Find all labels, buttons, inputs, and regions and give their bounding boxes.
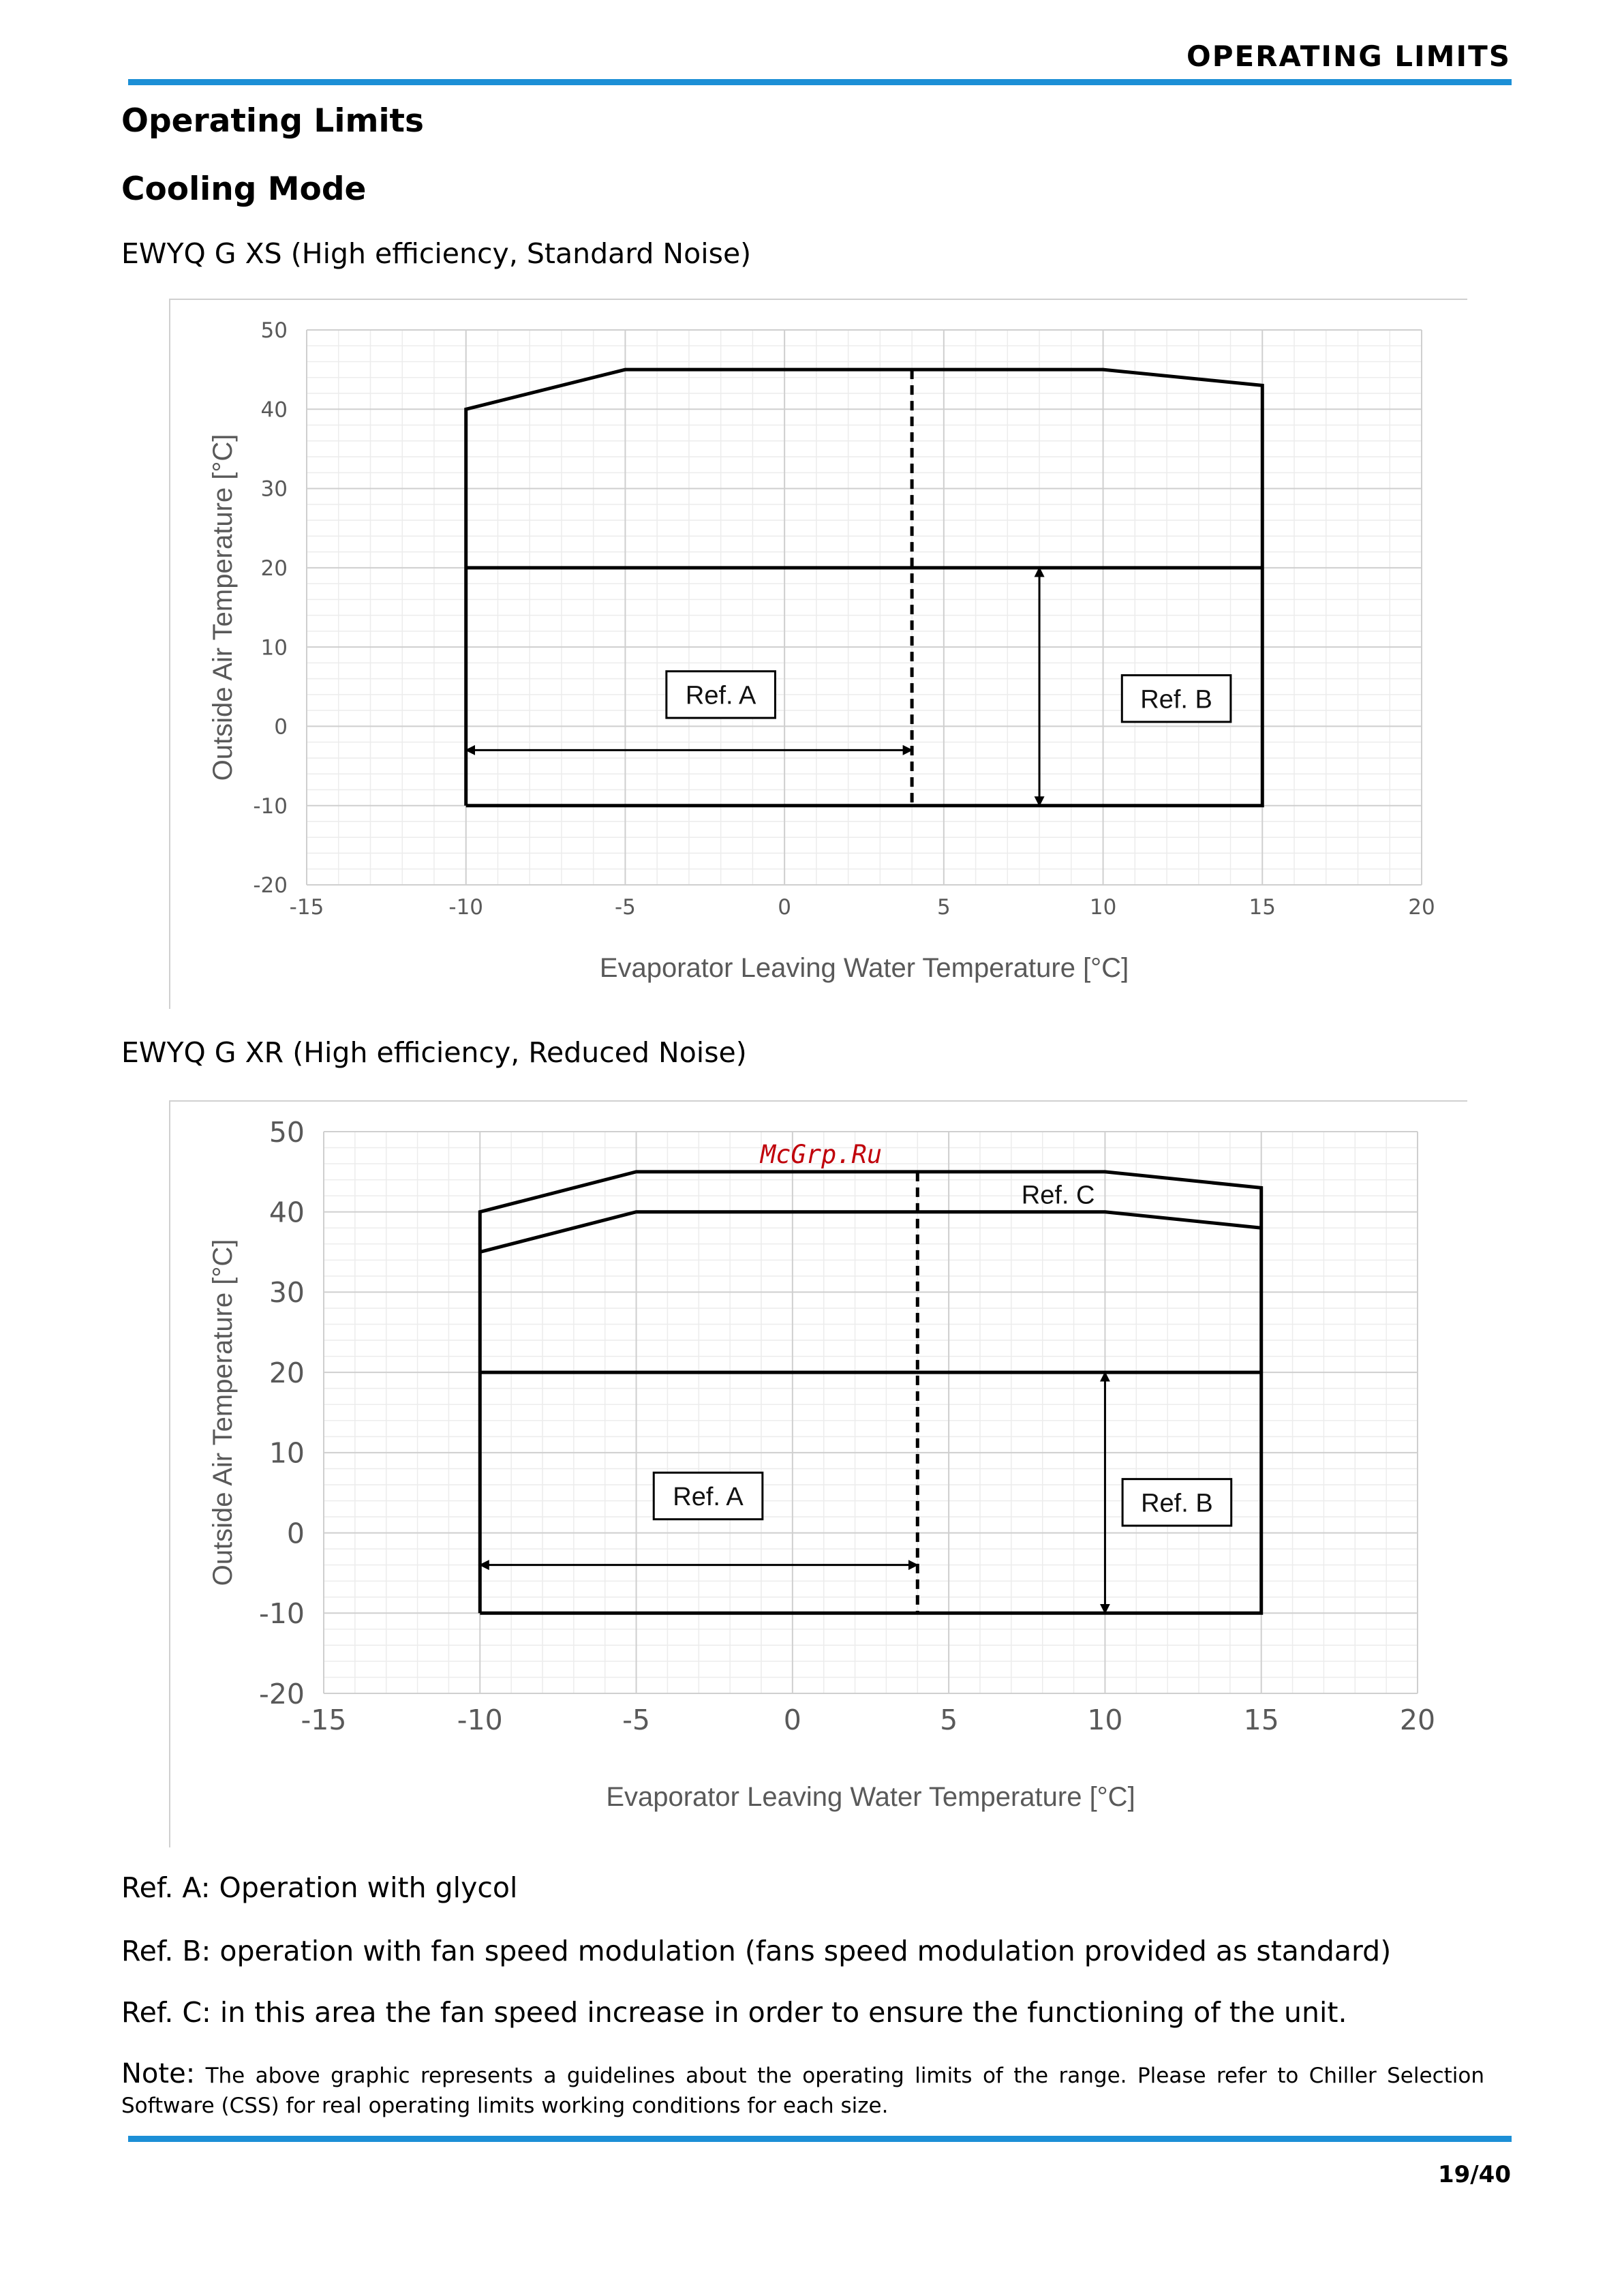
y-tick-label: 0 xyxy=(274,714,288,740)
y-tick-label: -10 xyxy=(253,794,288,819)
x-tick-label: 10 xyxy=(1087,1704,1123,1736)
x-tick-label: 15 xyxy=(1243,1704,1279,1736)
annotation-label: Ref. C xyxy=(1021,1181,1095,1210)
x-tick-label: -5 xyxy=(622,1704,651,1736)
annotation-label: Ref. B xyxy=(1141,1489,1213,1518)
ref-c-description: Ref. C: in this area the fan speed increase in order to ensure the functioning of the unit. xyxy=(121,1996,1347,2029)
chart-xr-svg xyxy=(169,1100,1471,1847)
y-tick-label: 20 xyxy=(260,556,288,581)
x-tick-label: 20 xyxy=(1408,895,1435,920)
y-tick-label: 10 xyxy=(269,1436,305,1470)
x-tick-label: 0 xyxy=(783,1704,801,1736)
x-axis-label: Evaporator Leaving Water Temperature [°C] xyxy=(606,1782,1135,1812)
series-inner-line xyxy=(480,1212,1261,1252)
y-tick-label: 50 xyxy=(260,318,288,344)
y-tick-label: -10 xyxy=(259,1597,305,1631)
page-title: Operating Limits xyxy=(121,102,424,140)
annotation-label: Ref. A xyxy=(685,681,756,710)
x-tick-label: -10 xyxy=(448,895,484,920)
x-tick-label: 5 xyxy=(940,1704,958,1736)
chart-xr xyxy=(169,1100,1471,1847)
y-tick-label: 10 xyxy=(260,635,288,661)
y-tick-label: 20 xyxy=(269,1356,305,1389)
y-axis-label: Outside Air Temperature [°C] xyxy=(208,1239,238,1586)
y-tick-label: 30 xyxy=(260,477,288,502)
chart-xr-title: EWYQ G XR (High efficiency, Reduced Noise) xyxy=(121,1036,747,1069)
ref-b-description: Ref. B: operation with fan speed modulation (fans speed modulation provided as standard) xyxy=(121,1935,1392,1967)
x-tick-label: -5 xyxy=(614,895,636,920)
x-axis-label: Evaporator Leaving Water Temperature [°C] xyxy=(599,953,1129,983)
series-envelope-line xyxy=(466,369,1263,806)
section-title: Cooling Mode xyxy=(121,170,367,208)
x-tick-label: -10 xyxy=(457,1704,503,1736)
x-tick-label: 10 xyxy=(1089,895,1117,920)
x-tick-label: 0 xyxy=(778,895,792,920)
x-tick-label: -15 xyxy=(301,1704,347,1736)
y-tick-label: 50 xyxy=(269,1115,305,1149)
chart-xs-svg xyxy=(169,299,1471,1009)
header-rule xyxy=(128,79,1512,85)
page-number: 19/40 xyxy=(1437,2161,1511,2188)
x-tick-label: 20 xyxy=(1399,1704,1436,1736)
note-text: The above graphic represents a guidelines about the operating limits of the range. Please refer to Chiller Selection Software (CSS) for real operating limits working conditions for each size. xyxy=(121,2064,1484,2118)
annotation-label: Ref. B xyxy=(1140,685,1212,714)
y-axis-label: Outside Air Temperature [°C] xyxy=(208,434,238,781)
annotation-label: Ref. A xyxy=(673,1483,744,1512)
note-label: Note: xyxy=(121,2058,196,2089)
ref-a-description: Ref. A: Operation with glycol xyxy=(121,1871,518,1904)
x-tick-label: 5 xyxy=(936,895,951,920)
x-tick-label: 15 xyxy=(1249,895,1276,920)
series-envelope-line xyxy=(480,1172,1261,1613)
note xyxy=(121,2059,1484,2121)
y-tick-label: -20 xyxy=(259,1677,305,1710)
footer-rule xyxy=(128,2136,1512,2142)
y-tick-label: 0 xyxy=(286,1517,305,1550)
y-tick-label: -20 xyxy=(253,873,288,898)
watermark-text: McGrp.Ru xyxy=(760,1140,883,1169)
x-tick-label: -15 xyxy=(289,895,324,920)
page-header-title: OPERATING LIMITS xyxy=(1187,40,1511,73)
y-tick-label: 30 xyxy=(269,1276,305,1310)
y-tick-label: 40 xyxy=(269,1196,305,1229)
y-tick-label: 40 xyxy=(260,397,288,423)
chart-xs-title: EWYQ G XS (High efficiency, Standard Noise) xyxy=(121,237,752,270)
chart-xs xyxy=(169,299,1471,1009)
